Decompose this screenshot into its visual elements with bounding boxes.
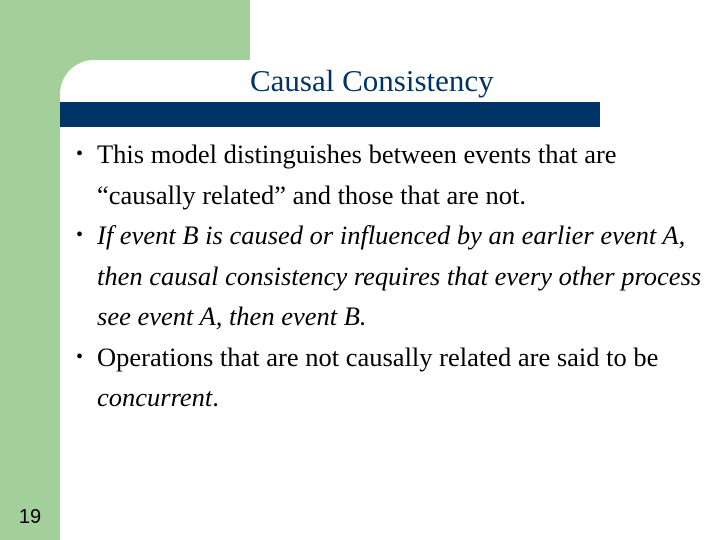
slide-title: Causal Consistency	[250, 63, 494, 98]
bullet-marker: •	[76, 224, 84, 246]
bullet-text	[97, 337, 706, 418]
bullet-item	[76, 337, 706, 418]
title-underline-bar	[60, 102, 600, 127]
bullet-text: This model distinguishes between events that are “causally related” and those that are not.	[97, 139, 617, 210]
page-number: 19	[18, 506, 42, 528]
bullet-marker: •	[76, 143, 84, 165]
title-area-corner	[60, 60, 250, 108]
slide-body	[76, 134, 706, 418]
bullet-text-italic: If event B is caused or influenced by an earlier event A, then causal consistency requires that every other process see event A, then event B.	[97, 220, 702, 331]
bullet-item	[76, 134, 706, 215]
bullet-marker: •	[76, 345, 84, 368]
bullet-text-part: .	[212, 382, 219, 412]
bullet-text-part: Operations that are not causally related are said to be	[97, 341, 659, 372]
concurrent-term: concurrent	[97, 382, 213, 412]
bullet-item	[76, 215, 706, 337]
